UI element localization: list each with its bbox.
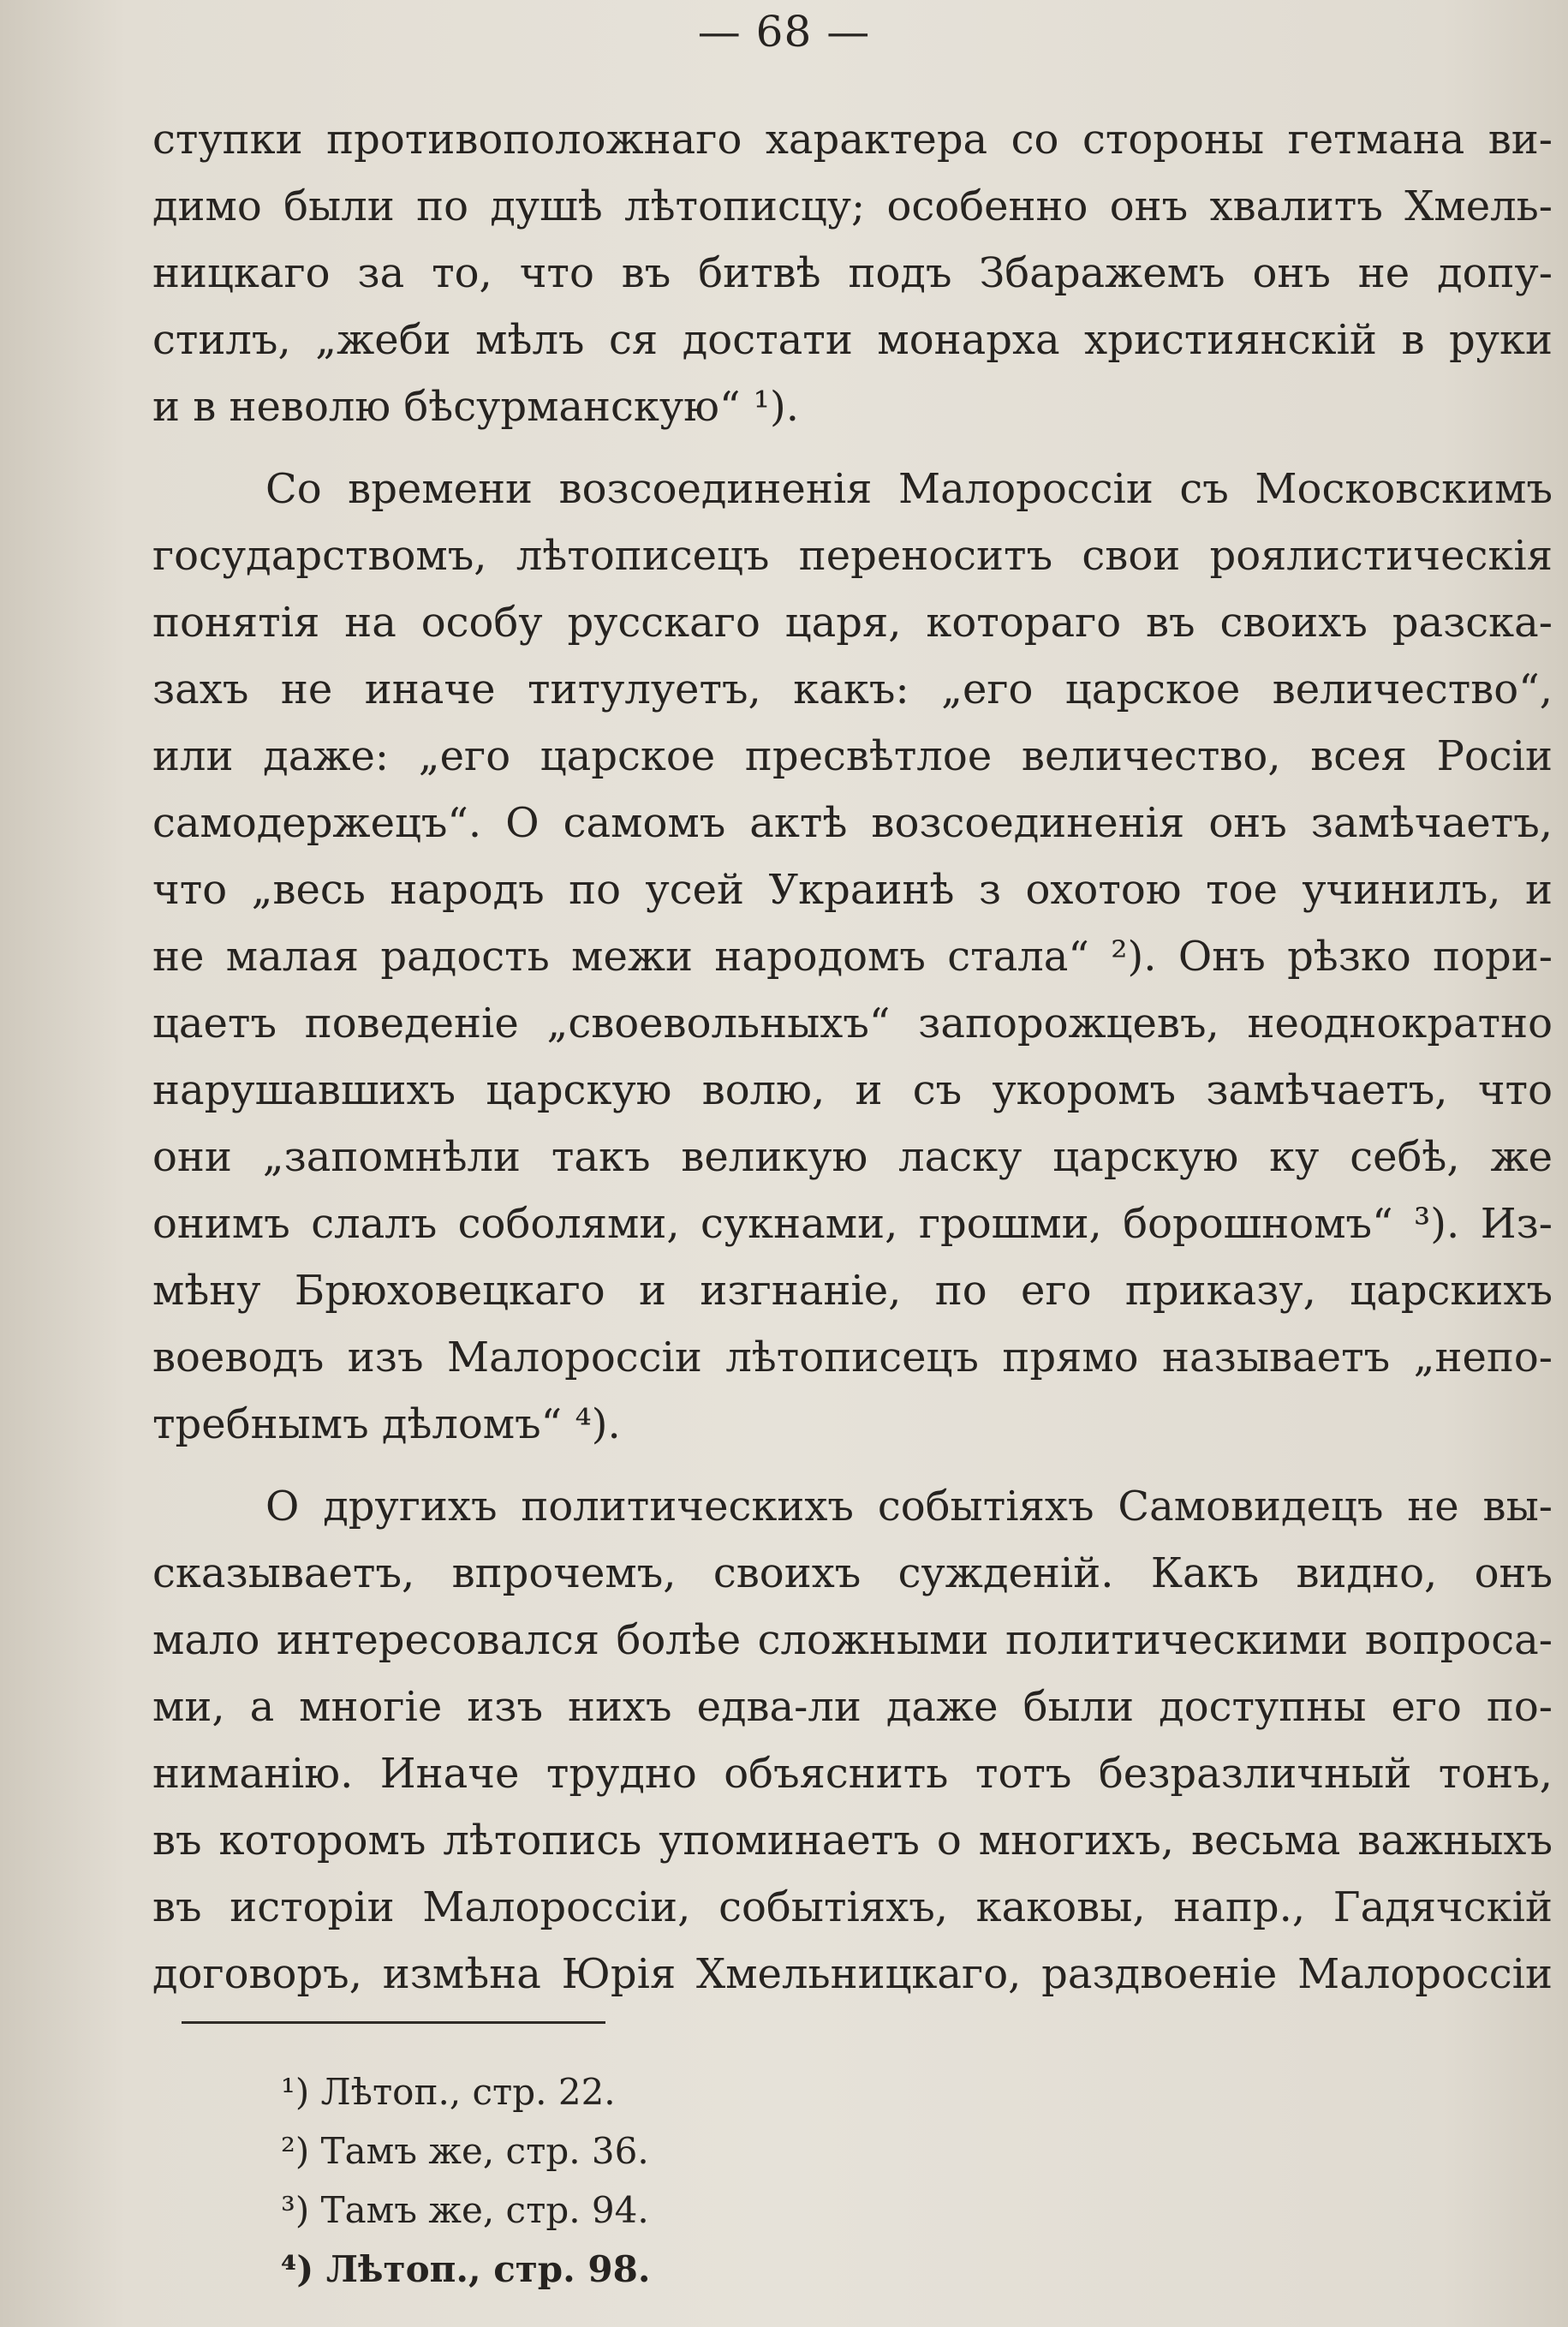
text-line: воеводъ изъ Малороссіи лѣтописецъ прямо называетъ „непо- <box>152 1334 1553 1381</box>
text-line: они „запомнѣли такъ великую ласку царскую ку себѣ, же <box>152 1133 1553 1181</box>
text-line: и в неволю бѣсурманскую“ ¹). <box>152 383 799 431</box>
text-line: понятія на особу русскаго царя, котораго въ своихъ разска- <box>152 599 1553 647</box>
text-line: требнымъ дѣломъ“ ⁴). <box>152 1400 621 1448</box>
text-line: ницкаго за то, что въ битвѣ подъ Збаражемъ онъ не допу- <box>152 249 1553 297</box>
text-line: мало интересовался болѣе сложными политическими вопроса- <box>152 1616 1553 1664</box>
text-line: не малая радость межи народомъ стала“ ²). Онъ рѣзко пори- <box>152 933 1553 981</box>
text-line: нарушавшихъ царскую волю, и съ укоромъ замѣчаетъ, что <box>152 1066 1553 1114</box>
text-line: О другихъ политическихъ событіяхъ Самовидецъ не вы- <box>265 1483 1553 1530</box>
paragraph-gap <box>152 440 1553 456</box>
footnotes <box>281 2062 1052 2299</box>
text-line: онимъ слалъ соболями, сукнами, грошми, борошномъ“ ³). Из- <box>152 1200 1553 1248</box>
text-line: ниманію. Иначе трудно объяснить тотъ безразличный тонъ, <box>152 1750 1553 1798</box>
footnote: ⁴) Лѣтоп., стр. 98. <box>281 2248 651 2290</box>
text-line: самодержецъ“. О самомъ актѣ возсоединенія онъ замѣчаетъ, <box>152 799 1553 847</box>
main-text <box>152 106 1553 2008</box>
text-line: сказываетъ, впрочемъ, своихъ сужденій. Какъ видно, онъ <box>152 1549 1553 1597</box>
text-line: димо были по душѣ лѣтописцу; особенно онъ хвалитъ Хмель- <box>152 182 1553 230</box>
text-line: мѣну Брюховецкаго и изгнаніе, по его приказу, царскихъ <box>152 1267 1553 1315</box>
text-line: въ которомъ лѣтопись упоминаетъ о многихъ, весьма важныхъ <box>152 1817 1553 1865</box>
text-line: захъ не иначе титулуетъ, какъ: „его царское величество“, <box>152 665 1553 713</box>
text-line: ступки противоположнаго характера со стороны гетмана ви- <box>152 116 1553 164</box>
footnote: ³) Тамъ же, стр. 94. <box>281 2189 649 2231</box>
text-line: государствомъ, лѣтописецъ переноситъ свои роялистическія <box>152 532 1553 580</box>
text-line: цаетъ поведеніе „своевольныхъ“ запорожцевъ, неоднократно <box>152 999 1553 1047</box>
text-line: Со времени возсоединенія Малороссіи съ Московскимъ <box>265 465 1553 513</box>
footnote-divider <box>182 2021 605 2024</box>
text-line: что „весь народъ по усей Украинѣ з охотою тое учинилъ, и <box>152 866 1553 914</box>
footnote: ²) Тамъ же, стр. 36. <box>281 2130 649 2172</box>
text-line: стилъ, „жеби мѣлъ ся достати монарха християнскій в руки <box>152 316 1553 364</box>
footnote: ¹) Лѣтоп., стр. 22. <box>281 2071 616 2113</box>
text-line: или даже: „его царское пресвѣтлое величество, всея Росіи <box>152 732 1553 780</box>
page-number: — 68 — <box>697 7 871 57</box>
text-line: ми, а многіе изъ нихъ едва-ли даже были доступны его по- <box>152 1683 1553 1731</box>
paragraph-gap <box>152 1458 1553 1473</box>
text-line: въ исторіи Малороссіи, событіяхъ, каковы, напр., Гадячскій <box>152 1883 1553 1931</box>
text-line: договоръ, измѣна Юрія Хмельницкаго, раздвоеніе Малороссіи <box>152 1950 1553 1998</box>
